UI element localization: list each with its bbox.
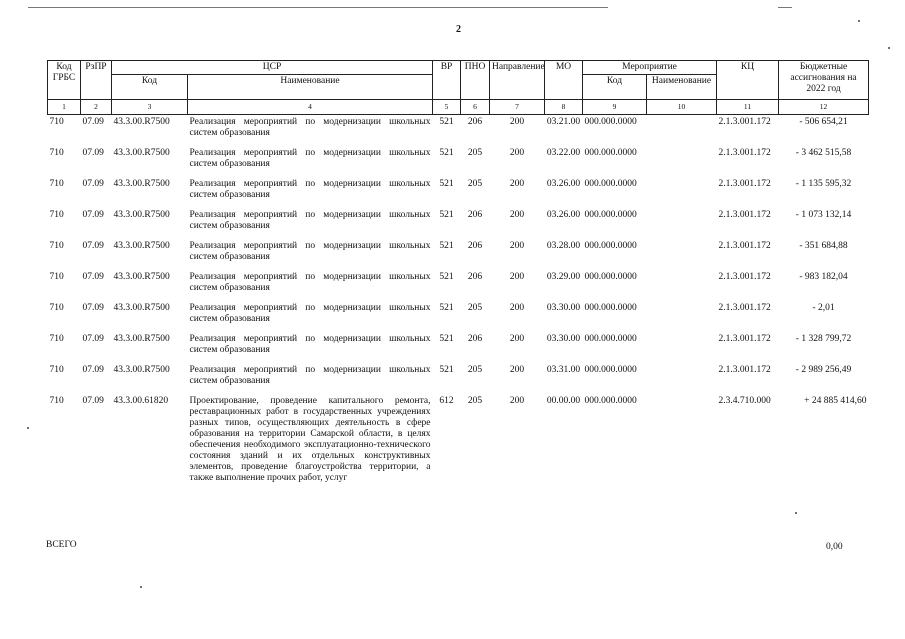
- cell-mer-kod: 000.000.0000: [584, 365, 637, 375]
- cell-napr: 200: [509, 241, 525, 251]
- cell-amount: - 1 328 799,72: [795, 334, 852, 344]
- cell-vr: 521: [439, 334, 454, 344]
- cell-napr: 200: [509, 117, 525, 127]
- cell-napr: 200: [509, 179, 525, 189]
- cell-amount: - 1 073 132,14: [795, 210, 852, 220]
- cell-napr: 200: [509, 148, 525, 158]
- col-number: 3: [112, 100, 188, 115]
- cell-amount: + 24 885 414,60: [804, 396, 867, 406]
- table-row: [48, 177, 869, 201]
- cell-kc: 2.3.4.710.000: [718, 396, 771, 406]
- cell-grbs: 710: [49, 179, 64, 189]
- cell-rzpr: 07.09: [82, 210, 104, 220]
- col-number: 5: [433, 100, 461, 115]
- cell-amount: - 2 989 256,49: [795, 365, 852, 375]
- cell-mer-kod: 000.000.0000: [584, 210, 637, 220]
- cell-pno: 205: [467, 303, 483, 313]
- col-number: 11: [717, 100, 779, 115]
- table-row: [48, 270, 869, 294]
- cell-rzpr: 07.09: [82, 303, 104, 313]
- scan-speck: [140, 586, 142, 588]
- cell-mer-kod: 000.000.0000: [584, 117, 637, 127]
- table-row: [48, 146, 869, 170]
- cell-napr: 200: [509, 396, 525, 406]
- cell-name: Реализация мероприятий по модернизации школьных систем образования: [189, 210, 431, 231]
- cell-mer-kod: 000.000.0000: [584, 334, 637, 344]
- cell-name: Реализация мероприятий по модернизации школьных систем образования: [189, 272, 431, 293]
- cell-grbs: 710: [49, 303, 64, 313]
- cell-vr: 521: [439, 303, 454, 313]
- header-mer-kod: Код: [583, 75, 647, 100]
- cell-pno: 206: [467, 241, 483, 251]
- cell-amount: - 1 135 595,32: [795, 179, 852, 189]
- cell-mo: 03.26.00: [546, 210, 581, 220]
- cell-pno: 206: [467, 334, 483, 344]
- cell-vr: 521: [439, 241, 454, 251]
- cell-csr: 43.3.00.R7500: [113, 334, 170, 344]
- page-number: 2: [456, 24, 461, 35]
- cell-mo: 03.22.00: [546, 148, 581, 158]
- cell-name: Реализация мероприятий по модернизации школьных систем образования: [189, 241, 431, 262]
- cell-mer-kod: 000.000.0000: [584, 272, 637, 282]
- header-mer-name: Наименование: [647, 75, 717, 100]
- cell-grbs: 710: [49, 396, 64, 406]
- cell-mer-name: [647, 239, 717, 263]
- cell-pno: 205: [467, 365, 483, 375]
- cell-kc: 2.1.3.001.172: [718, 303, 771, 313]
- cell-name: Проектирование, проведение капитального ремонта, реставрационных работ в государственных учреждениях разных типов, осуществляющих деятельность в сфере образования на территории Самарской области, в целях обеспечения необходимого эксплуатационно-технического состояния зданий и их отдельных конструктивных элементов, проведение благоустройства территории, а также выполнение прочих работ, услуг: [189, 396, 431, 483]
- cell-mer-kod: 000.000.0000: [584, 396, 637, 406]
- col-number: 9: [583, 100, 647, 115]
- top-rule: [28, 7, 608, 8]
- cell-mo: 03.28.00: [546, 241, 581, 251]
- cell-name: Реализация мероприятий по модернизации школьных систем образования: [189, 365, 431, 386]
- scan-speck: [795, 512, 797, 514]
- cell-mo: 03.29.00: [546, 272, 581, 282]
- cell-kc: 2.1.3.001.172: [718, 148, 771, 158]
- cell-grbs: 710: [49, 334, 64, 344]
- cell-csr: 43.3.00.R7500: [113, 303, 170, 313]
- cell-grbs: 710: [49, 148, 64, 158]
- header-mo: МО: [545, 61, 583, 100]
- table-row: [48, 394, 869, 484]
- cell-mer-name: [647, 270, 717, 294]
- total-label: ВСЕГО: [46, 540, 77, 550]
- cell-mer-kod: 000.000.0000: [584, 241, 637, 251]
- cell-mo: 03.30.00: [546, 334, 581, 344]
- cell-kc: 2.1.3.001.172: [718, 365, 771, 375]
- scan-speck: [888, 47, 890, 49]
- cell-mer-name: [647, 115, 717, 140]
- header-csr-kod: Код: [112, 75, 188, 100]
- header-pno: ПНО: [461, 61, 490, 100]
- cell-rzpr: 07.09: [82, 272, 104, 282]
- cell-grbs: 710: [49, 210, 64, 220]
- cell-rzpr: 07.09: [82, 179, 104, 189]
- header-numbers-row: [48, 100, 869, 115]
- cell-name: Реализация мероприятий по модернизации школьных систем образования: [189, 179, 431, 200]
- cell-mo: 03.31.00: [546, 365, 581, 375]
- cell-csr: 43.3.00.R7500: [113, 210, 170, 220]
- cell-vr: 521: [439, 272, 454, 282]
- header-napravlenie: Направление: [490, 61, 545, 100]
- cell-amount: - 351 684,88: [799, 241, 848, 251]
- cell-mer-name: [647, 363, 717, 387]
- cell-kc: 2.1.3.001.172: [718, 334, 771, 344]
- cell-napr: 200: [509, 272, 525, 282]
- cell-pno: 206: [467, 210, 483, 220]
- cell-name: Реализация мероприятий по модернизации школьных систем образования: [189, 303, 431, 324]
- cell-grbs: 710: [49, 365, 64, 375]
- header-vr: ВР: [433, 61, 461, 100]
- table-row: [48, 301, 869, 325]
- cell-mer-kod: 000.000.0000: [584, 148, 637, 158]
- cell-rzpr: 07.09: [82, 334, 104, 344]
- cell-mer-kod: 000.000.0000: [584, 179, 637, 189]
- col-number: 12: [779, 100, 869, 115]
- table-row: [48, 363, 869, 387]
- col-number: 7: [490, 100, 545, 115]
- cell-grbs: 710: [49, 241, 64, 251]
- cell-amount: - 983 182,04: [799, 272, 848, 282]
- header-kc: КЦ: [717, 61, 779, 100]
- cell-pno: 205: [467, 179, 483, 189]
- cell-name: Реализация мероприятий по модернизации школьных систем образования: [189, 117, 431, 138]
- cell-kc: 2.1.3.001.172: [718, 210, 771, 220]
- header-row-1: [48, 61, 869, 75]
- col-number: 10: [647, 100, 717, 115]
- cell-rzpr: 07.09: [82, 396, 104, 406]
- cell-name: Реализация мероприятий по модернизации школьных систем образования: [189, 148, 431, 169]
- col-number: 2: [81, 100, 112, 115]
- col-number: 8: [545, 100, 583, 115]
- cell-csr: 43.3.00.R7500: [113, 148, 170, 158]
- cell-kc: 2.1.3.001.172: [718, 117, 771, 127]
- table-row: [48, 239, 869, 263]
- cell-amount: - 2,01: [812, 303, 835, 313]
- col-number: 6: [461, 100, 490, 115]
- cell-mo: 03.21.00: [546, 117, 581, 127]
- cell-csr: 43.3.00.61820: [113, 396, 169, 406]
- top-dash: [778, 7, 792, 8]
- cell-rzpr: 07.09: [82, 241, 104, 251]
- cell-name: Реализация мероприятий по модернизации школьных систем образования: [189, 334, 431, 355]
- cell-mer-name: [647, 332, 717, 356]
- cell-grbs: 710: [49, 117, 64, 127]
- header-budget: Бюджетные ассигнования на 2022 год: [779, 61, 869, 100]
- cell-napr: 200: [509, 365, 525, 375]
- cell-mer-name: [647, 146, 717, 170]
- cell-mer-name: [647, 177, 717, 201]
- cell-pno: 206: [467, 272, 483, 282]
- cell-csr: 43.3.00.R7500: [113, 117, 170, 127]
- cell-vr: 521: [439, 148, 454, 158]
- cell-kc: 2.1.3.001.172: [718, 179, 771, 189]
- cell-vr: 521: [439, 117, 454, 127]
- col-number: 1: [48, 100, 81, 115]
- cell-csr: 43.3.00.R7500: [113, 365, 170, 375]
- cell-mo: 03.30.00: [546, 303, 581, 313]
- scan-speck: [858, 20, 860, 22]
- cell-mer-kod: 000.000.0000: [584, 303, 637, 313]
- cell-csr: 43.3.00.R7500: [113, 272, 170, 282]
- cell-napr: 200: [509, 303, 525, 313]
- header-kod-grbs: Код ГРБС: [48, 61, 81, 100]
- header-rzpr: РзПР: [81, 61, 112, 100]
- scan-speck: [27, 427, 29, 429]
- cell-mo: 00.00.00: [546, 396, 581, 406]
- cell-vr: 521: [439, 179, 454, 189]
- cell-pno: 205: [467, 396, 483, 406]
- header-csr-name: Наименование: [188, 75, 433, 100]
- cell-mer-name: [647, 208, 717, 232]
- cell-kc: 2.1.3.001.172: [718, 241, 771, 251]
- cell-mer-name: [647, 394, 717, 484]
- table-row: [48, 332, 869, 356]
- cell-csr: 43.3.00.R7500: [113, 241, 170, 251]
- budget-table: [47, 60, 869, 484]
- header-meropriyatie: Мероприятие: [583, 61, 717, 75]
- cell-mer-name: [647, 301, 717, 325]
- header-csr: ЦСР: [112, 61, 433, 75]
- table-row: [48, 115, 869, 140]
- col-number: 4: [188, 100, 433, 115]
- cell-amount: - 506 654,21: [799, 117, 848, 127]
- cell-rzpr: 07.09: [82, 365, 104, 375]
- cell-pno: 205: [467, 148, 483, 158]
- cell-mo: 03.26.00: [546, 179, 581, 189]
- table-row: [48, 208, 869, 232]
- cell-rzpr: 07.09: [82, 148, 104, 158]
- cell-csr: 43.3.00.R7500: [113, 179, 170, 189]
- cell-amount: - 3 462 515,58: [795, 148, 852, 158]
- cell-vr: 521: [439, 210, 454, 220]
- cell-napr: 200: [509, 210, 525, 220]
- cell-kc: 2.1.3.001.172: [718, 272, 771, 282]
- cell-pno: 206: [467, 117, 483, 127]
- cell-vr: 521: [439, 365, 454, 375]
- cell-grbs: 710: [49, 272, 64, 282]
- cell-rzpr: 07.09: [82, 117, 104, 127]
- cell-vr: 612: [439, 396, 454, 406]
- cell-napr: 200: [509, 334, 525, 344]
- total-value: 0,00: [826, 542, 843, 552]
